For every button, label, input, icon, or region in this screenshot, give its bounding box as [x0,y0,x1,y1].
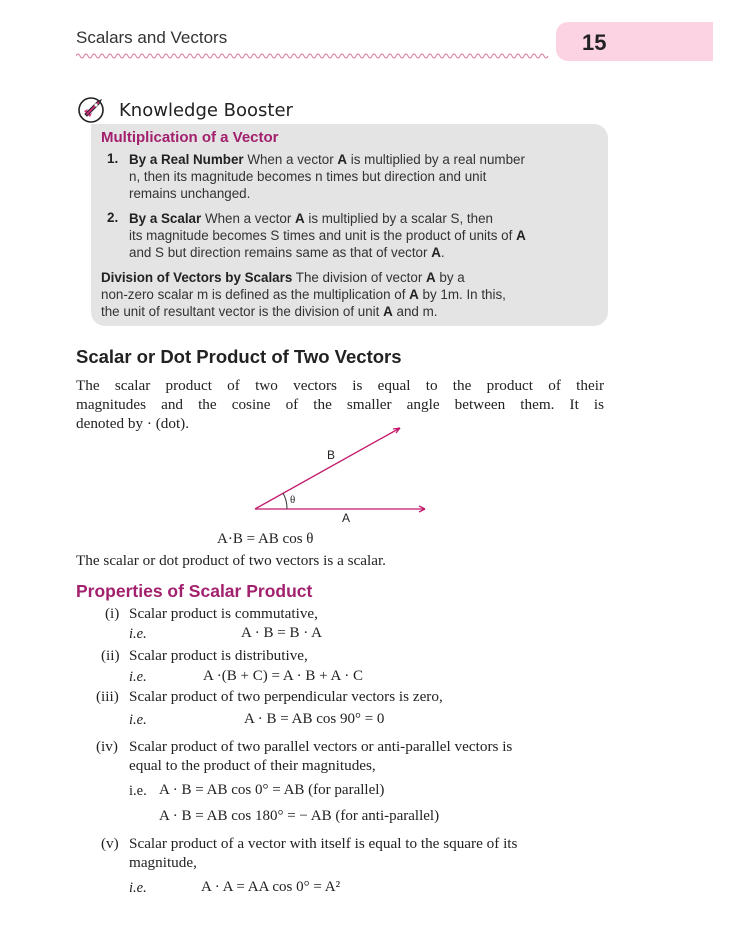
property-1-equation: A · B = B · A [241,625,322,641]
property-4-number: (iv) [96,738,118,755]
booster-title: Knowledge Booster [119,100,293,121]
item-2-line-3 [129,244,445,261]
division-text-d: by 1m. In this, [418,287,506,302]
label-b: B [327,448,336,462]
division-line-3 [101,303,437,320]
division-text-f: and m. [392,304,438,319]
property-1-number: (i) [105,605,120,622]
division-text-c: non-zero scalar m is defined as the multiplication of [101,287,410,302]
property-2-text: Scalar product is distributive, [129,647,308,664]
property-5-ie: i.e. [129,880,147,896]
wavy-underline [76,52,550,60]
vector-a-bold: A [426,270,436,285]
item-2-text-e: . [440,245,445,260]
vector-angle-diagram [250,420,440,530]
vector-b-line [255,428,400,509]
scalar-statement: The scalar or dot product of two vectors is a scalar. [76,552,386,569]
vector-a-bold: A [516,228,526,243]
division-text-a: The division of vector [292,270,427,285]
label-a: A [342,511,351,525]
item-1-line-2: n, then its magnitude becomes n times but direction and unit [129,169,487,184]
intro-line-3: denoted by · (dot). [76,415,190,432]
property-4-text: Scalar product of two parallel vectors or anti-parallel vectors is [129,738,513,755]
property-3-equation: A · B = AB cos 90° = 0 [244,711,385,727]
item-2-text-b: is multiplied by a scalar S, then [304,211,493,226]
property-5-text: Scalar product of a vector with itself is equal to the square of its [129,835,518,852]
vector-a-bold: A [383,304,393,319]
label-theta: θ [290,494,296,506]
item-1-line-1 [129,151,599,168]
property-5-text-2: magnitude, [129,854,197,871]
division-line-2 [101,286,506,303]
item-1-line-3: remains unchanged. [129,186,251,201]
property-4-equation-2: A · B = AB cos 180° = − AB (for anti-parallel) [159,808,440,824]
property-4-text-2: equal to the product of their magnitudes, [129,757,376,774]
intro-line-1: The scalar product of two vectors is equal to the product of their [76,377,604,394]
intro-line-2: magnitudes and the cosine of the smaller angle between them. It is [76,396,604,413]
item-1-text-a: When a vector [243,152,338,167]
chapter-title: Scalars and Vectors [76,28,228,47]
item-2-lead: By a Scalar [129,211,202,226]
property-2-number: (ii) [101,647,120,664]
property-1-ie: i.e. [129,626,147,642]
vector-a-bold: A [431,245,441,260]
page-number-tab [556,22,713,61]
division-text-e: the unit of resultant vector is the division of unit [101,304,384,319]
item-1-text-b: is multiplied by a real number [347,152,525,167]
item-2-number: 2. [107,210,119,225]
item-1-lead: By a Real Number [129,152,244,167]
rocket-icon [76,95,110,125]
division-text-b: by a [435,270,465,285]
item-1-number: 1. [107,151,119,166]
property-1-text: Scalar product is commutative, [129,605,318,622]
booster-heading: Multiplication of a Vector [101,129,279,146]
page-number: 15 [582,30,607,55]
property-3-ie: i.e. [129,712,147,728]
properties-title: Properties of Scalar Product [76,581,313,601]
property-3-number: (iii) [96,688,119,705]
division-line-1 [101,269,465,286]
property-5-equation: A · A = AA cos 0° = A² [201,879,341,895]
division-lead: Division of Vectors by Scalars [101,270,293,285]
item-2-text-c: its magnitude becomes S times and unit is the product of units of [129,228,517,243]
vector-a-bold: A [295,211,305,226]
item-2-text-a: When a vector [201,211,295,226]
item-2-text-d: and S but direction remains same as that of vector [129,245,432,260]
section-title: Scalar or Dot Product of Two Vectors [76,346,402,367]
angle-arc [283,493,287,509]
property-4-equation: A · B = AB cos 0° = AB (for parallel) [159,782,385,798]
vector-a-bold: A [337,152,348,167]
item-2-line-1 [129,210,493,227]
property-5-number: (v) [101,835,119,852]
property-3-text: Scalar product of two perpendicular vectors is zero, [129,688,443,705]
property-4-ie: i.e. [129,783,147,799]
item-2-line-2 [129,227,526,244]
vector-a-bold: A [409,287,419,302]
dot-product-formula: A·B = AB cos θ [217,531,314,547]
property-2-ie: i.e. [129,669,147,685]
property-2-equation: A ·(B + C) = A · B + A · C [203,668,363,684]
